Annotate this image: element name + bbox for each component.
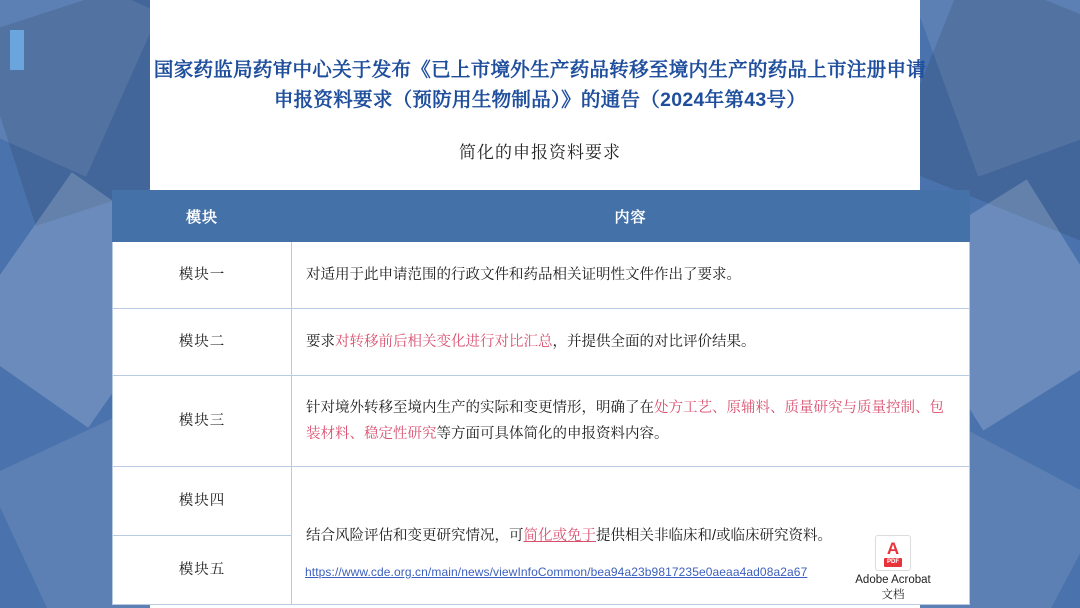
table-header-row <box>113 191 970 242</box>
page-title <box>90 55 990 115</box>
accent-bar <box>10 30 24 70</box>
highlight-segment: 简化或免于 <box>523 527 596 544</box>
column-header-module: 模块 <box>113 191 292 242</box>
module-content <box>292 242 970 309</box>
acrobat-label-line-2: 文档 <box>881 589 905 601</box>
module-content <box>292 309 970 376</box>
highlight-segment: 处方工艺、原辅料、质量研究与质量控制、包装材料、稳定性研究 <box>306 400 944 442</box>
highlight-segment: 对转移前后相关变化进行对比汇总 <box>335 334 553 350</box>
title-line-2: 申报资料要求（预防用生物制品）》的通告（2024年第43号） <box>273 89 807 111</box>
acrobat-label-line-1: Adobe Acrobat <box>855 574 931 586</box>
table-row <box>113 467 970 536</box>
table-row <box>113 309 970 376</box>
module-label: 模块五 <box>113 536 292 605</box>
text-segment: 对适用于此申请范围的行政文件和药品相关证明性文件作出了要求。 <box>306 267 741 283</box>
page-subtitle: 简化的申报资料要求 <box>459 143 621 162</box>
text-segment: 结合风险评估和变更研究情况，可 <box>306 527 524 544</box>
pdf-icon-badge: PDF <box>884 558 902 567</box>
module-label: 模块四 <box>113 467 292 536</box>
module-label: 模块一 <box>113 242 292 309</box>
title-line-1: 国家药监局药审中心关于发布《已上市境外生产药品转移至境内生产的药品上市注册申请 <box>153 59 927 81</box>
source-link[interactable]: https://www.cde.org.cn/main/news/viewInfoCommon/bea94a23b9817235e0aeaa4ad08a2a67 <box>305 565 808 579</box>
table-row <box>113 376 970 467</box>
text-segment: 等方面可具体简化的申报资料内容。 <box>436 426 669 442</box>
text-segment: 针对境外转移至境内生产的实际和变更情形，明确了在 <box>306 400 654 416</box>
acrobat-attachment[interactable] <box>852 535 934 603</box>
text-segment: ，并提供全面的对比评价结果。 <box>552 334 756 350</box>
module-label: 模块二 <box>113 309 292 376</box>
pdf-icon-letter: A <box>886 539 900 558</box>
text-segment: 提供相关非临床和/或临床研究资料。 <box>596 527 833 544</box>
module-label: 模块三 <box>113 376 292 467</box>
requirements-table <box>112 190 970 605</box>
module-content <box>292 376 970 467</box>
table-row <box>113 242 970 309</box>
pdf-icon[interactable] <box>875 535 911 571</box>
text-segment: 要求 <box>306 334 335 350</box>
column-header-content: 内容 <box>292 191 970 242</box>
